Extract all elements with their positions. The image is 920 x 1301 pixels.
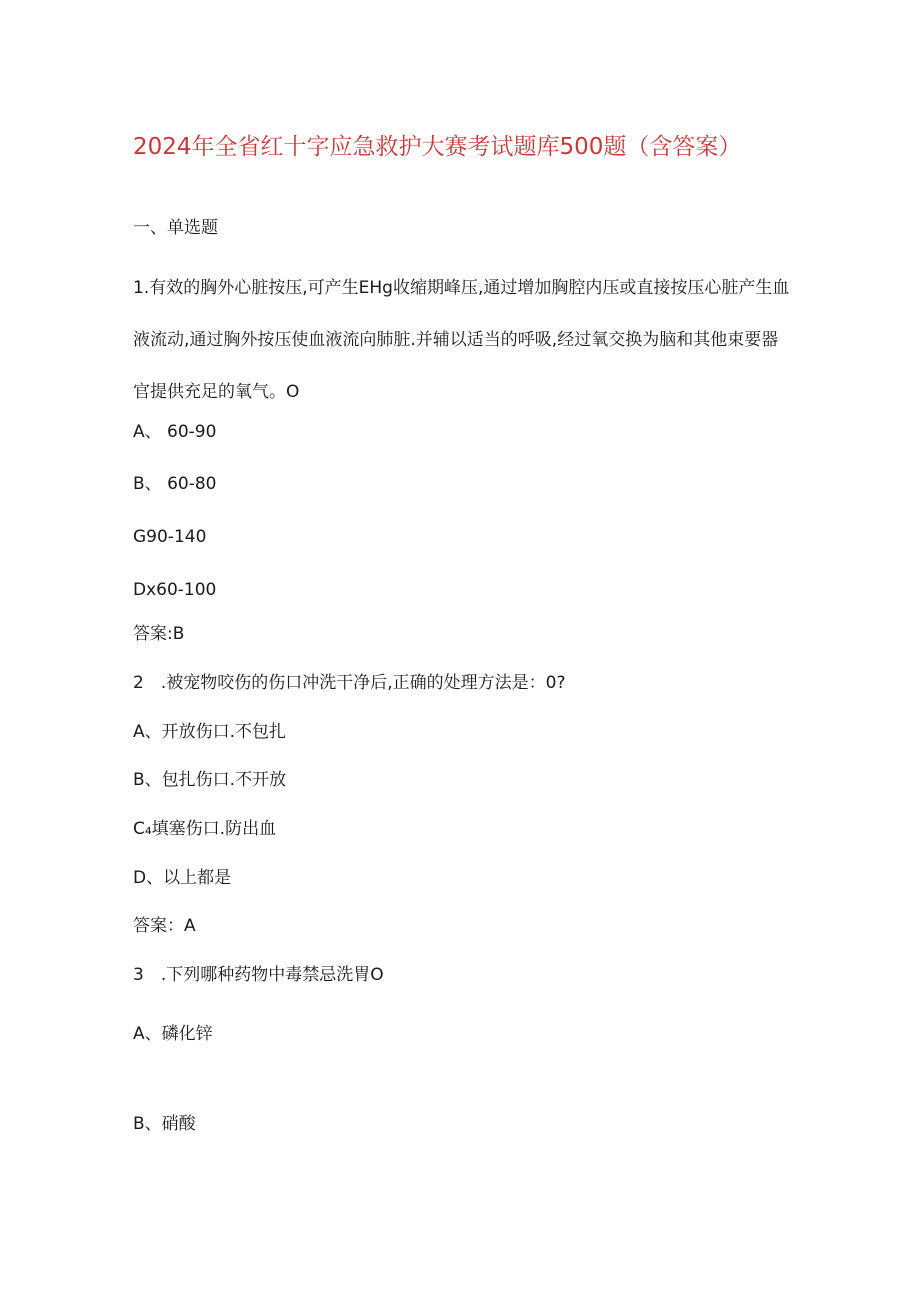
question-1-stem-line: 液流动,通过胸外按压使血液流向肺脏.并辅以适当的呼吸,经过氧交换为脑和其他束要器 (133, 330, 779, 350)
section-heading: 一、单选题 (133, 218, 218, 238)
question-1-stem-line: 1.有效的胸外心脏按压,可产生EHg收缩期峰压,通过增加胸腔内压或直接按压心脏产生血 (133, 278, 790, 298)
question-3-option-b: B、硝酸 (133, 1114, 196, 1134)
question-2-option-c: C₄填塞伤口.防出血 (133, 819, 277, 839)
question-1-option-a: A、 60-90 (133, 422, 217, 442)
question-3-stem: 3 .下列哪种药物中毒禁忌洗胃O (133, 965, 384, 985)
question-1-answer: 答案:B (133, 624, 185, 644)
question-1-option-d: Dx60-100 (133, 580, 217, 600)
question-3-option-a: A、磷化锌 (133, 1024, 213, 1044)
question-1-stem-line: 官提供充足的氧气。O (133, 382, 300, 402)
question-2-option-b: B、包扎伤口.不开放 (133, 770, 287, 790)
question-1-option-c: G90-140 (133, 527, 207, 547)
question-2-stem: 2 .被宠物咬伤的伤口冲洗干净后,正确的处理方法是：0? (133, 673, 566, 693)
question-1-stem (133, 262, 793, 418)
question-2-option-a: A、开放伤口.不包扎 (133, 722, 287, 742)
question-2-option-d: D、以上都是 (133, 868, 232, 888)
question-1-option-b: B、 60-80 (133, 474, 217, 494)
document-title: 2024年全省红十字应急救护大赛考试题库500题（含答案） (133, 134, 742, 160)
question-2-answer: 答案：A (133, 916, 196, 936)
